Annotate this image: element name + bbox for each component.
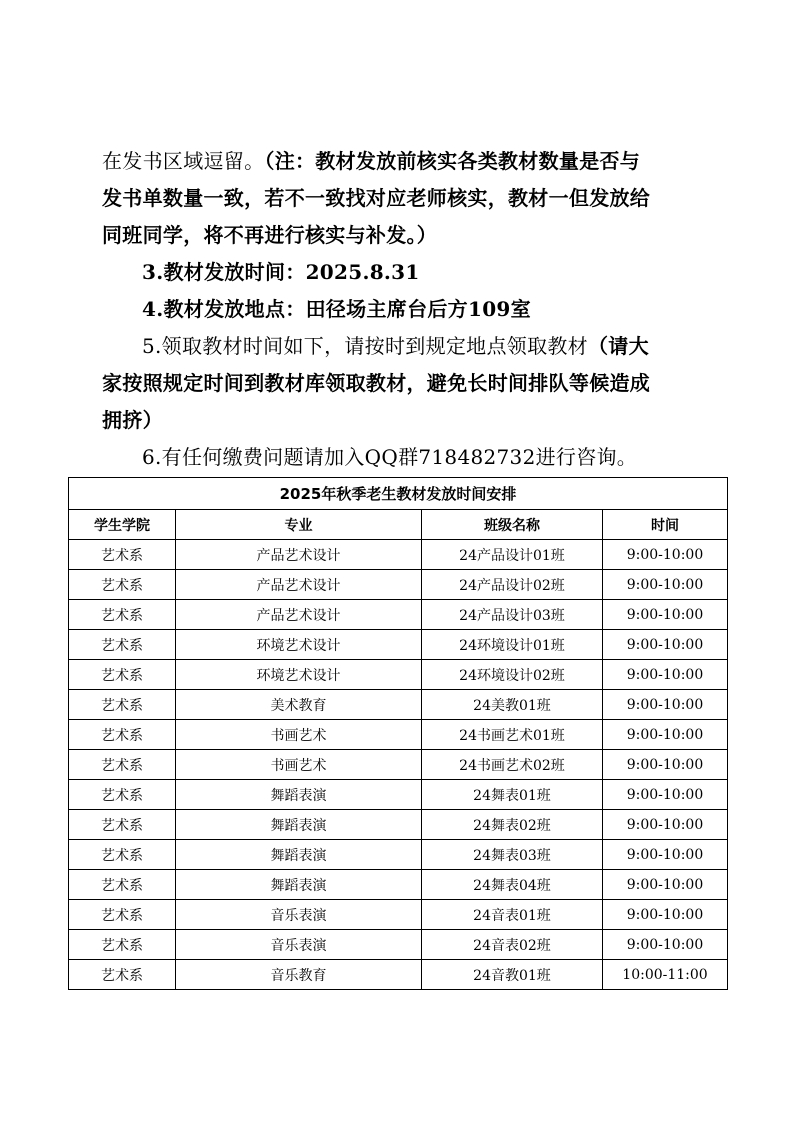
cell-time: 10:00-11:00: [603, 960, 728, 990]
cell-major: 美术教育: [176, 690, 422, 720]
cell-class: 24舞表02班: [422, 810, 603, 840]
paragraph-line: 家按照规定时间到教材库领取教材，避免长时间排队等候造成: [102, 371, 651, 395]
cell-time: 9:00-10:00: [603, 570, 728, 600]
cell-major: 环境艺术设计: [176, 660, 422, 690]
table-row: [69, 930, 728, 960]
table-row: [69, 720, 728, 750]
cell-college: 艺术系: [69, 870, 176, 900]
cell-time: 9:00-10:00: [603, 720, 728, 750]
schedule-table-wrap: [68, 477, 727, 990]
table-row: [69, 570, 728, 600]
cell-time: 9:00-10:00: [603, 870, 728, 900]
cell-college: 艺术系: [69, 600, 176, 630]
cell-class: 24美教01班: [422, 690, 603, 720]
cell-college: 艺术系: [69, 750, 176, 780]
cell-college: 艺术系: [69, 960, 176, 990]
cell-college: 艺术系: [69, 900, 176, 930]
cell-major: 产品艺术设计: [176, 540, 422, 570]
notice-text: [102, 143, 702, 476]
table-body: [69, 540, 728, 990]
cell-major: 音乐表演: [176, 930, 422, 960]
paragraph-line: [102, 328, 702, 365]
header-time: 时间: [603, 510, 728, 540]
cell-major: 音乐表演: [176, 900, 422, 930]
text-normal: 5.领取教材时间如下，请按时到规定地点领取教材: [142, 334, 588, 358]
cell-college: 艺术系: [69, 570, 176, 600]
paragraph-line: 发书单数量一致，若不一致找对应老师核实，教材一但发放给: [102, 186, 651, 210]
cell-major: 产品艺术设计: [176, 570, 422, 600]
table-row: [69, 780, 728, 810]
text-bold: （请大: [587, 334, 649, 358]
qq-group-note: 6.有任何缴费问题请加入QQ群718482732进行咨询。: [142, 445, 638, 469]
table-row: [69, 840, 728, 870]
cell-class: 24书画艺术02班: [422, 750, 603, 780]
cell-major: 产品艺术设计: [176, 600, 422, 630]
cell-time: 9:00-10:00: [603, 540, 728, 570]
cell-class: 24环境设计02班: [422, 660, 603, 690]
cell-time: 9:00-10:00: [603, 600, 728, 630]
schedule-table: [68, 477, 728, 990]
cell-college: 艺术系: [69, 720, 176, 750]
table-row: [69, 690, 728, 720]
table-row: [69, 630, 728, 660]
header-college: 学生学院: [69, 510, 176, 540]
cell-class: 24舞表01班: [422, 780, 603, 810]
table-row: [69, 870, 728, 900]
table-row: [69, 750, 728, 780]
cell-class: 24书画艺术01班: [422, 720, 603, 750]
cell-time: 9:00-10:00: [603, 630, 728, 660]
cell-major: 环境艺术设计: [176, 630, 422, 660]
table-row: [69, 660, 728, 690]
cell-time: 9:00-10:00: [603, 810, 728, 840]
cell-major: 舞蹈表演: [176, 840, 422, 870]
cell-class: 24音表02班: [422, 930, 603, 960]
paragraph-line: [102, 143, 702, 180]
cell-college: 艺术系: [69, 690, 176, 720]
cell-time: 9:00-10:00: [603, 930, 728, 960]
paragraph-line: 同班同学，将不再进行核实与补发。）: [102, 223, 438, 247]
cell-class: 24舞表04班: [422, 870, 603, 900]
cell-college: 艺术系: [69, 660, 176, 690]
text-normal: 在发书区域逗留。: [102, 149, 265, 173]
table-row: [69, 900, 728, 930]
distribution-location: 4.教材发放地点：田径场主席台后方109室: [142, 297, 531, 321]
header-class: 班级名称: [422, 510, 603, 540]
cell-college: 艺术系: [69, 840, 176, 870]
cell-time: 9:00-10:00: [603, 660, 728, 690]
cell-college: 艺术系: [69, 930, 176, 960]
table-title: 2025年秋季老生教材发放时间安排: [69, 478, 728, 510]
cell-class: 24产品设计03班: [422, 600, 603, 630]
table-row: [69, 540, 728, 570]
cell-class: 24环境设计01班: [422, 630, 603, 660]
cell-college: 艺术系: [69, 810, 176, 840]
cell-major: 书画艺术: [176, 720, 422, 750]
table-row: [69, 600, 728, 630]
cell-class: 24产品设计02班: [422, 570, 603, 600]
cell-college: 艺术系: [69, 630, 176, 660]
cell-time: 9:00-10:00: [603, 780, 728, 810]
cell-time: 9:00-10:00: [603, 840, 728, 870]
cell-major: 舞蹈表演: [176, 810, 422, 840]
cell-major: 舞蹈表演: [176, 780, 422, 810]
table-row: [69, 960, 728, 990]
paragraph-line: 拥挤）: [102, 408, 163, 432]
cell-time: 9:00-10:00: [603, 690, 728, 720]
cell-college: 艺术系: [69, 540, 176, 570]
cell-time: 9:00-10:00: [603, 750, 728, 780]
cell-major: 舞蹈表演: [176, 870, 422, 900]
table-row: [69, 810, 728, 840]
cell-class: 24舞表03班: [422, 840, 603, 870]
text-bold: （注：教材发放前核实各类教材数量是否与: [264, 149, 641, 173]
table-header-row: [69, 510, 728, 540]
distribution-time: 3.教材发放时间：2025.8.31: [142, 260, 420, 284]
cell-class: 24音表01班: [422, 900, 603, 930]
cell-major: 音乐教育: [176, 960, 422, 990]
cell-time: 9:00-10:00: [603, 900, 728, 930]
cell-major: 书画艺术: [176, 750, 422, 780]
cell-class: 24产品设计01班: [422, 540, 603, 570]
cell-college: 艺术系: [69, 780, 176, 810]
cell-class: 24音教01班: [422, 960, 603, 990]
header-major: 专业: [176, 510, 422, 540]
